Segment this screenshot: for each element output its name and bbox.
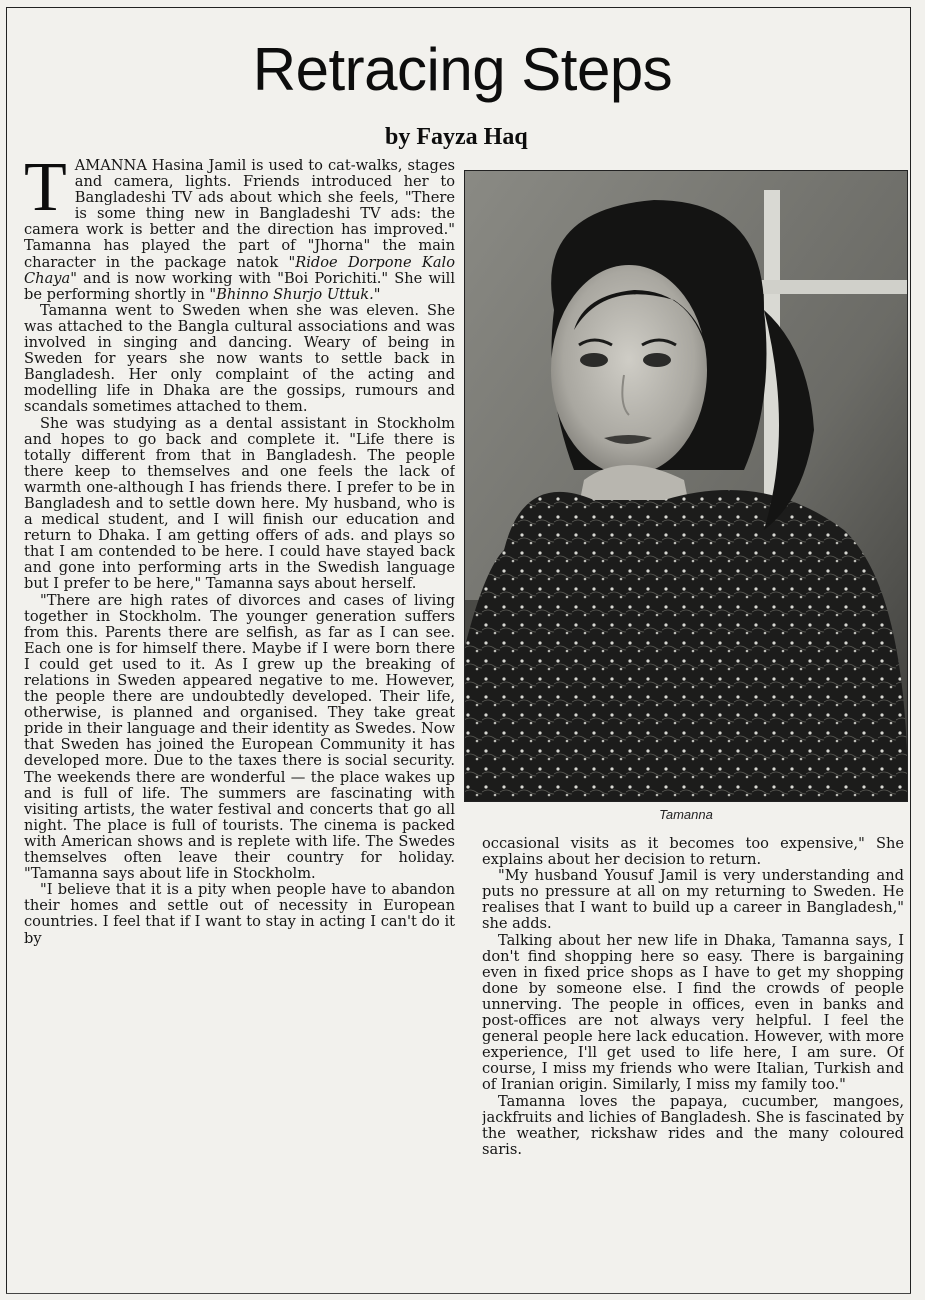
paragraph-1-text-a: AMANNA Hasina Jamil is used to cat-walks, stages and camera, lights. Friends introduced her to Bangladeshi TV ads about which she feels, "There is some thing new in Bangladeshi TV ads: the camera work is better and the direction has improved." Tamanna has played the part of "Jhorna" the main character in the package natok xyxy=(24,158,455,271)
portrait-illustration xyxy=(464,170,908,802)
paragraph-3: She was studying as a dental assistant in Stockholm and hopes to go back and complete it. "Life there is totally different from that in Bangladesh. The people there keep to themselves and one feels the lack of warmth one-although I has friends there. I prefer to be in Bangladesh and to settle down here. My husband, who is a medical student, and I will finish our education and return to Dhaka. I am getting offers of ads. and plays so that I am contended to be here. I could have stayed back and gone into performing arts in the Swedish language but I prefer to be here," Tamanna says about herself. xyxy=(24,414,455,593)
paragraph-5-continued: occasional visits as it becomes too expensive," She explains about her decision to return. xyxy=(482,836,904,869)
headline: Retracing Steps xyxy=(252,36,673,103)
paragraph-1-text-b: and is now working with "Boi Porichiti." She will be performing shortly in xyxy=(24,269,455,303)
paragraph-2: Tamanna went to Sweden when she was eleven. She was attached to the Bangla cultural associations and was involved in singing and dancing. Weary of being in Sweden for years she now wants to settle back in Bangladesh. Her only complaint of the acting and modelling life in Dhaka are the gossips, rumours and scandals sometimes attached to them. xyxy=(24,301,455,416)
paragraph-4: "There are high rates of divorces and cases of living together in Stockholm. The younger generation suffers from this. Parents there are selfish, as far as I can see. Each one is for himself there. Maybe if I were born there I could get used to it. As I grew up the breaking of relations in Sweden appeared negative to me. However, the people there are undoubtedly developed. Their life, otherwise, is planned and organised. They take great pride in their language and their identity as Swedes. Now that Sweden has joined the European Community it has developed more. Due to the taxes there is social security. The weekends there are wonderful — the place wakes up and is full of life. The summers are fascinating with visiting artists, the water festival and concerts that go all night. The place is full of tourists. The cinema is packed with American shows and is replete with life. The Swedes themselves often leave their country for holiday. "Tamanna says about life in Stockholm. xyxy=(24,591,455,883)
left-rule xyxy=(6,7,7,1294)
drop-cap: T xyxy=(24,158,67,226)
left-column xyxy=(24,158,455,1278)
bottom-rule xyxy=(6,1293,911,1294)
paragraph-6: "My husband Yousuf Jamil is very understanding and puts no pressure at all on my returning to Sweden. He realises that I want to build up a career in Bangladesh," she adds. xyxy=(482,867,904,933)
portrait-photo xyxy=(464,170,908,802)
right-rule xyxy=(910,7,911,1294)
paragraph-1-title-1: "Ridoe Dorpone Kalo Chaya" xyxy=(24,253,455,287)
paragraph-7: Talking about her new life in Dhaka, Tamanna says, I don't find shopping here so easy. There is bargaining even in fixed price shops as I have to get my shopping done by someone else. I find the crowds of people unnerving. The people in offices, even in banks and post-offices are not always very helpful. I feel the general people here lack education. However, with more experience, I'll get used to life here, I am sure. Of course, I miss my friends who were Italian, Turkish and of Iranian origin. Similarly, I miss my family too." xyxy=(482,931,904,1094)
photo-caption: Tamanna xyxy=(659,807,713,822)
paragraph-8: Tamanna loves the papaya, cucumber, mangoes, jackfruits and lichies of Bangladesh. She is fascinated by the weather, rickshaw rides and the many coloured saris. xyxy=(482,1092,904,1158)
byline: by Fayza Haq xyxy=(385,124,528,150)
sequin-blouse xyxy=(464,490,908,802)
paragraph-1 xyxy=(24,158,455,303)
right-column xyxy=(482,836,904,1276)
paragraph-1-title-2: "Bhinno Shurjo Uttuk." xyxy=(209,285,381,303)
top-rule xyxy=(6,7,911,8)
paragraph-5: "I believe that it is a pity when people have to abandon their homes and settle out of necessity in European countries. I feel that if I want to stay in acting I can't do it by xyxy=(24,881,455,947)
